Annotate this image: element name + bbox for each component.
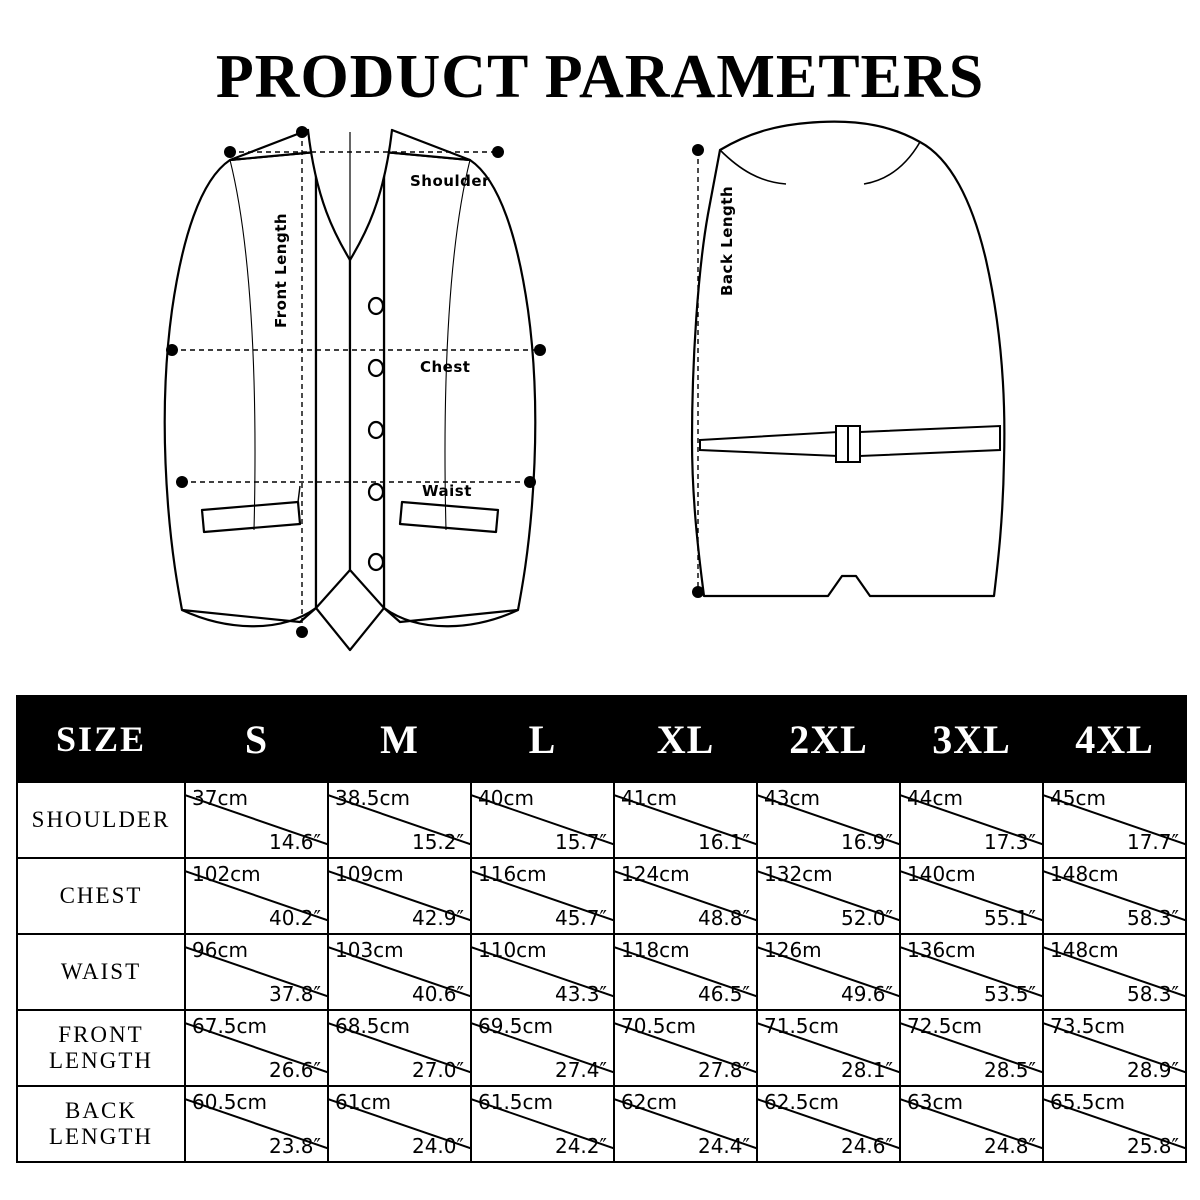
cell-waist-2xl [757,934,900,1010]
row-label-line-1: FRONT [58,1021,144,1047]
cell-waist-m [328,934,471,1010]
value-inch: 24.6″ [840,1134,893,1158]
value-inch: 16.1″ [697,830,750,854]
label-chest: Chest [420,358,471,376]
value-inch: 28.5″ [983,1058,1036,1082]
value-cm: 61cm [335,1090,391,1114]
cell-chest-l [471,858,614,934]
front-vest-illustration [130,110,570,670]
value-inch: 15.2″ [411,830,464,854]
value-inch: 55.1″ [983,906,1036,930]
value-cm: 148cm [1050,862,1119,886]
size-header-2xl: 2XL [757,696,900,782]
value-cm: 70.5cm [621,1014,697,1038]
cell-shoulder-2xl [757,782,900,858]
value-inch: 25.8″ [1126,1134,1179,1158]
value-inch: 28.9″ [1126,1058,1179,1082]
value-inch: 46.5″ [697,982,750,1006]
value-inch: 27.8″ [697,1058,750,1082]
row-label-line-2: LENGTH [49,1124,153,1149]
value-cm: 140cm [907,862,976,886]
cell-waist-l [471,934,614,1010]
value-cm: 102cm [192,862,261,886]
size-header-l: L [471,696,614,782]
value-inch: 27.0″ [411,1058,464,1082]
cell-front-length-l [471,1010,614,1086]
row-label-front-length [17,1010,185,1086]
value-inch: 48.8″ [697,906,750,930]
label-shoulder: Shoulder [410,172,490,190]
cell-chest-4xl [1043,858,1186,934]
label-back-length: Back Length [718,185,736,296]
cell-shoulder-xl [614,782,757,858]
value-cm: 110cm [478,938,547,962]
value-cm: 37cm [192,786,248,810]
value-inch: 15.7″ [554,830,607,854]
value-inch: 40.2″ [268,906,321,930]
row-label-chest: CHEST [17,858,185,934]
cell-waist-3xl [900,934,1043,1010]
value-inch: 45.7″ [554,906,607,930]
value-cm: 132cm [764,862,833,886]
cell-shoulder-3xl [900,782,1043,858]
value-cm: 60.5cm [192,1090,268,1114]
value-cm: 40cm [478,786,534,810]
cell-back-length-3xl [900,1086,1043,1162]
vest-diagram-area [0,110,1200,670]
value-cm: 109cm [335,862,404,886]
value-inch: 17.3″ [983,830,1036,854]
cell-back-length-xl [614,1086,757,1162]
cell-front-length-m [328,1010,471,1086]
value-cm: 61.5cm [478,1090,554,1114]
cell-shoulder-s [185,782,328,858]
value-cm: 116cm [478,862,547,886]
value-inch: 24.8″ [983,1134,1036,1158]
value-cm: 38.5cm [335,786,411,810]
label-front-length: Front Length [272,212,290,328]
value-inch: 53.5″ [983,982,1036,1006]
cell-chest-s [185,858,328,934]
size-chart-table [16,695,1187,1163]
value-inch: 17.7″ [1126,830,1179,854]
value-inch: 58.3″ [1126,906,1179,930]
value-inch: 16.9″ [840,830,893,854]
value-cm: 136cm [907,938,976,962]
value-cm: 124cm [621,862,690,886]
cell-back-length-4xl [1043,1086,1186,1162]
table-row [17,934,1186,1010]
cell-shoulder-l [471,782,614,858]
size-header-xl: XL [614,696,757,782]
cell-shoulder-m [328,782,471,858]
value-inch: 28.1″ [840,1058,893,1082]
row-label-waist: WAIST [17,934,185,1010]
value-inch: 37.8″ [268,982,321,1006]
value-inch: 27.4″ [554,1058,607,1082]
value-cm: 67.5cm [192,1014,268,1038]
cell-back-length-2xl [757,1086,900,1162]
value-cm: 126m [764,938,822,962]
cell-back-length-l [471,1086,614,1162]
value-inch: 24.4″ [697,1134,750,1158]
cell-chest-2xl [757,858,900,934]
back-vest-illustration [620,110,1060,670]
value-inch: 24.0″ [411,1134,464,1158]
value-cm: 44cm [907,786,963,810]
size-header-4xl: 4XL [1043,696,1186,782]
value-cm: 118cm [621,938,690,962]
cell-front-length-s [185,1010,328,1086]
value-inch: 52.0″ [840,906,893,930]
value-inch: 43.3″ [554,982,607,1006]
value-cm: 73.5cm [1050,1014,1126,1038]
value-inch: 42.9″ [411,906,464,930]
size-header-s: S [185,696,328,782]
page-title: PRODUCT PARAMETERS [215,43,985,111]
value-cm: 63cm [907,1090,963,1114]
value-cm: 62.5cm [764,1090,840,1114]
value-cm: 71.5cm [764,1014,840,1038]
value-cm: 41cm [621,786,677,810]
value-inch: 40.6″ [411,982,464,1006]
value-cm: 69.5cm [478,1014,554,1038]
value-inch: 14.6″ [268,830,321,854]
value-inch: 26.6″ [268,1058,321,1082]
table-row [17,1086,1186,1162]
table-header-row [17,696,1186,782]
table-row [17,782,1186,858]
value-inch: 24.2″ [554,1134,607,1158]
cell-chest-m [328,858,471,934]
cell-back-length-s [185,1086,328,1162]
row-label-shoulder: SHOULDER [17,782,185,858]
cell-waist-s [185,934,328,1010]
value-inch: 49.6″ [840,982,893,1006]
cell-waist-4xl [1043,934,1186,1010]
row-label-back-length [17,1086,185,1162]
cell-front-length-3xl [900,1010,1043,1086]
row-label-line-1: BACK [65,1097,137,1123]
value-cm: 103cm [335,938,404,962]
size-header-m: M [328,696,471,782]
value-inch: 23.8″ [268,1134,321,1158]
label-waist: Waist [422,482,472,500]
table-row [17,1010,1186,1086]
size-header-3xl: 3XL [900,696,1043,782]
cell-front-length-4xl [1043,1010,1186,1086]
cell-chest-3xl [900,858,1043,934]
value-cm: 45cm [1050,786,1106,810]
cell-shoulder-4xl [1043,782,1186,858]
cell-waist-xl [614,934,757,1010]
value-cm: 62cm [621,1090,677,1114]
value-cm: 43cm [764,786,820,810]
cell-front-length-2xl [757,1010,900,1086]
table-row [17,858,1186,934]
cell-back-length-m [328,1086,471,1162]
cell-chest-xl [614,858,757,934]
cell-front-length-xl [614,1010,757,1086]
row-label-line-2: LENGTH [49,1048,153,1073]
value-cm: 72.5cm [907,1014,983,1038]
value-inch: 58.3″ [1126,982,1179,1006]
value-cm: 96cm [192,938,248,962]
table-corner-size-label: SIZE [17,696,185,782]
value-cm: 68.5cm [335,1014,411,1038]
value-cm: 65.5cm [1050,1090,1126,1114]
value-cm: 148cm [1050,938,1119,962]
